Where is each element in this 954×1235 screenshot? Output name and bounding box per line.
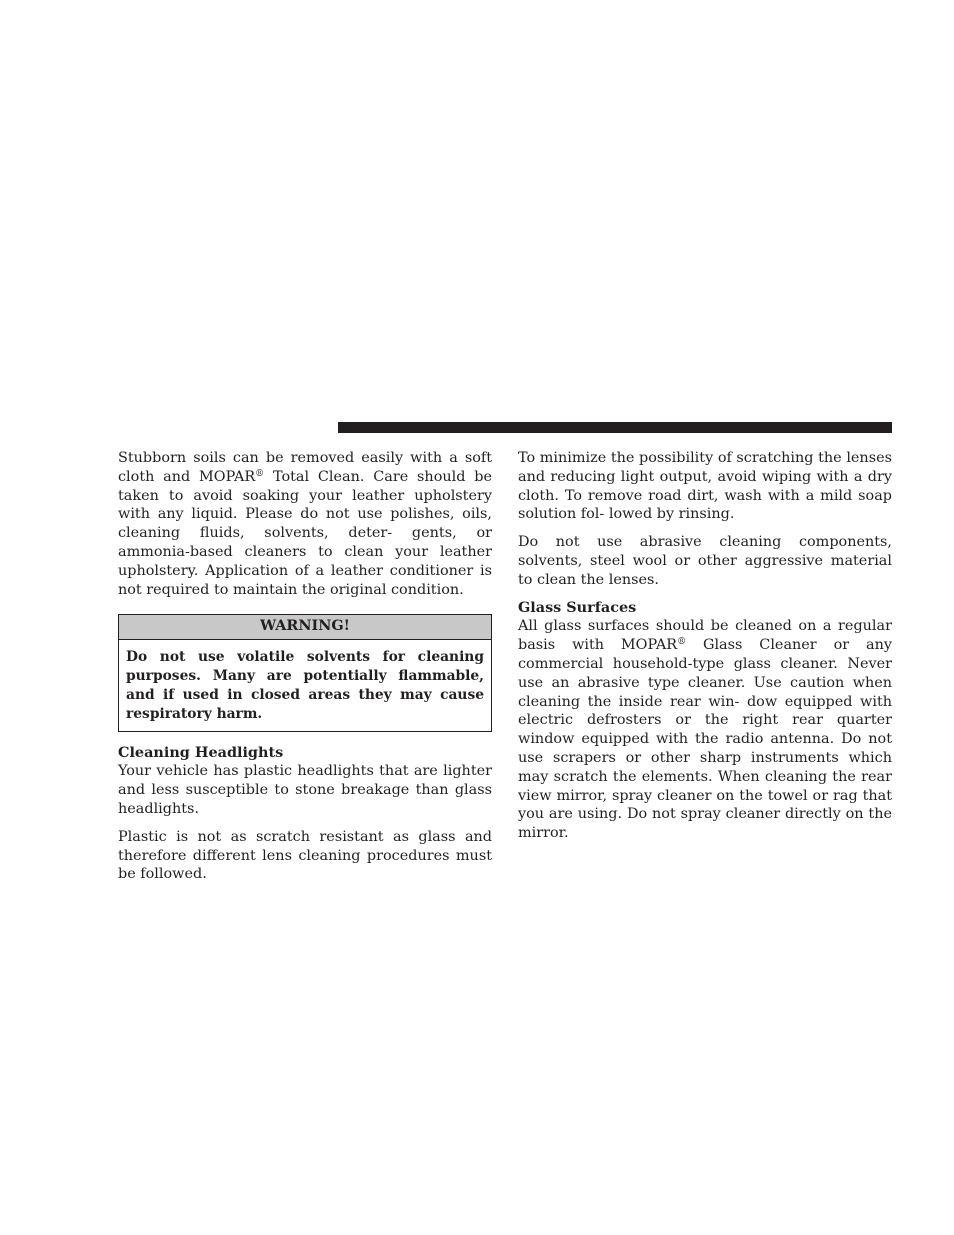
registered-mark: ®	[255, 468, 265, 479]
leather-cleaning-paragraph: Stubborn soils can be removed easily with a soft cloth and MOPAR® Total Clean. Care should be taken to avoid soaking your leather upholstery with any liquid. Please do not use polishes, oils, cleaning fluids, solvents, deter- gents, or ammonia-based cleaners to clean your leather upholstery. Application of a leather conditioner is not required to maintain the original condition.	[118, 450, 492, 598]
glass-surfaces-paragraph: All glass surfaces should be cleaned on a regular basis with MOPAR® Glass Cleaner or any commercial household-type glass cleaner. Never use an abrasive type cleaner. Use caution when cleaning the inside rear win- dow equipped with electric defrosters or the right rear quarter window equipped with the radio antenna. Do not use scrapers or other sharp instruments which may scratch the elements. When cleaning the rear view mirror, spray cleaner on the towel or rag that you are using. Do not spray cleaner directly on the mirror.	[518, 618, 893, 842]
left-column	[118, 449, 492, 884]
headlights-paragraph-2: Plastic is not as scratch resistant as glass and therefore different lens cleaning procedures must be followed.	[118, 828, 492, 883]
headlights-paragraph-1: Your vehicle has plastic headlights that are lighter and less susceptible to stone breakage than glass headlights.	[118, 763, 492, 817]
section-header-rule	[338, 422, 892, 433]
right-column	[518, 449, 892, 843]
warning-text: Do not use volatile solvents for cleaning purposes. Many are potentially flammable, and if used in closed areas they may cause respiratory harm.	[126, 649, 484, 722]
warning-title: WARNING!	[119, 615, 491, 640]
heading-glass-surfaces: Glass Surfaces	[518, 598, 637, 616]
lens-wiping-paragraph: To minimize the possibility of scratching the lenses and reducing light output, avoid wiping with a dry cloth. To remove road dirt, wash with a mild soap solution fol- lowed by rinsing.	[518, 450, 892, 523]
warning-box	[118, 614, 492, 731]
heading-cleaning-headlights: Cleaning Headlights	[118, 743, 284, 761]
lens-abrasive-paragraph: Do not use abrasive cleaning components, solvents, steel wool or other aggressive material to clean the lenses.	[518, 534, 892, 588]
registered-mark: ®	[677, 637, 687, 648]
